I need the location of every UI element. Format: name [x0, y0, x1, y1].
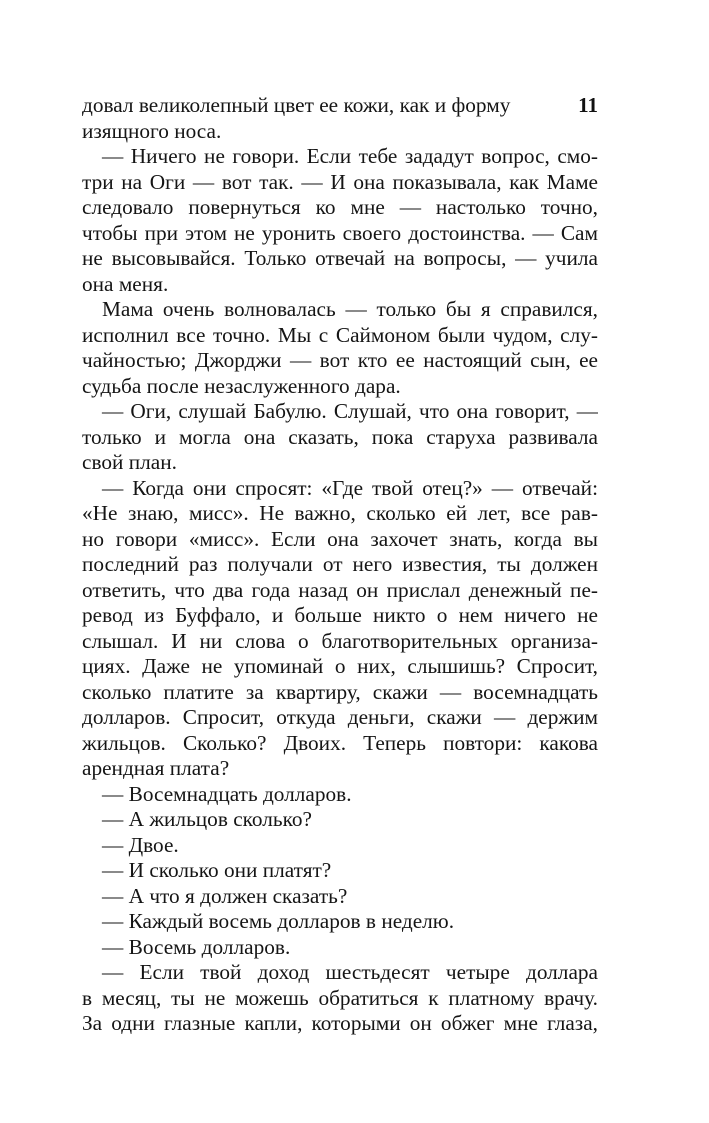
text-line: — Восемь долларов.: [102, 934, 291, 959]
text-line: исполнил все точно. Мы с Саймоном были чудом, слу-: [82, 322, 598, 347]
page-text: [82, 93, 598, 1037]
text-line: жильцов. Сколько? Двоих. Теперь повтори: какова: [82, 730, 598, 755]
text-line: сколько платите за квартиру, скажи — восемнадцать: [82, 679, 598, 704]
text-line: — А что я должен сказать?: [102, 883, 348, 908]
text-line: последний раз получали от него известия, ты должен: [82, 552, 598, 576]
text-line: — Оги, слушай Бабулю. Слушай, что она говорит, —: [102, 399, 598, 423]
text-line: чайностью; Джорджи — вот кто ее настоящий сын, ее: [82, 348, 598, 372]
text-line: довал великолепный цвет ее кожи, как и форму: [82, 93, 511, 117]
text-line: арендная плата?: [82, 756, 230, 780]
text-line: — Когда они спросят: «Где твой отец?» — отвечай:: [102, 475, 598, 500]
text-line: не высовывайся. Только отвечай на вопросы, — учила: [82, 246, 598, 270]
text-line: изящного носа.: [82, 118, 222, 143]
text-line: долларов. Спросит, откуда деньги, скажи — держим: [82, 705, 598, 729]
text-line: только и могла она сказать, пока старуха развивала: [82, 424, 598, 449]
text-line: свой план.: [82, 450, 177, 474]
text-line: — Если твой доход шестьдесят четыре доллара: [102, 960, 598, 984]
text-line: За одни глазные капли, которыми он обжег мне глаза,: [82, 1011, 598, 1035]
text-line: — Ничего не говори. Если тебе зададут вопрос, смо-: [102, 144, 598, 168]
text-line: — А жильцов сколько?: [102, 807, 312, 831]
text-line: «Не знаю, мисс». Не важно, сколько ей лет, все рав-: [82, 501, 598, 525]
text-line: Мама очень волновалась — только бы я справился,: [102, 297, 598, 321]
text-line: но говори «мисс». Если она захочет знать, когда вы: [82, 526, 598, 551]
text-line: — И сколько они платят?: [102, 858, 332, 882]
text-line: циях. Даже не упоминай о них, слышишь? Спросит,: [82, 654, 598, 678]
text-line: в месяц, ты не можешь обратиться к платному врачу.: [82, 985, 598, 1010]
text-line: ответить, что два года назад он прислал денежный пе-: [82, 577, 598, 602]
text-line: чтобы при этом не уронить своего достоинства. — Сам: [82, 220, 598, 245]
text-line: — Двое.: [102, 832, 179, 857]
page-number: 11: [578, 93, 598, 117]
text-line: — Восемнадцать долларов.: [102, 781, 352, 806]
text-line: она меня.: [82, 271, 169, 296]
text-line: судьба после незаслуженного дара.: [82, 373, 401, 398]
text-line: ревод из Буффало, и больше никто о нем ничего не: [82, 603, 598, 627]
text-line: три на Оги — вот так. — И она показывала, как Маме: [82, 169, 598, 194]
text-line: — Каждый восемь долларов в неделю.: [102, 909, 455, 933]
text-line: следовало повернуться ко мне — настолько точно,: [82, 195, 598, 219]
text-line: слышал. И ни слова о благотворительных организа-: [82, 628, 598, 653]
